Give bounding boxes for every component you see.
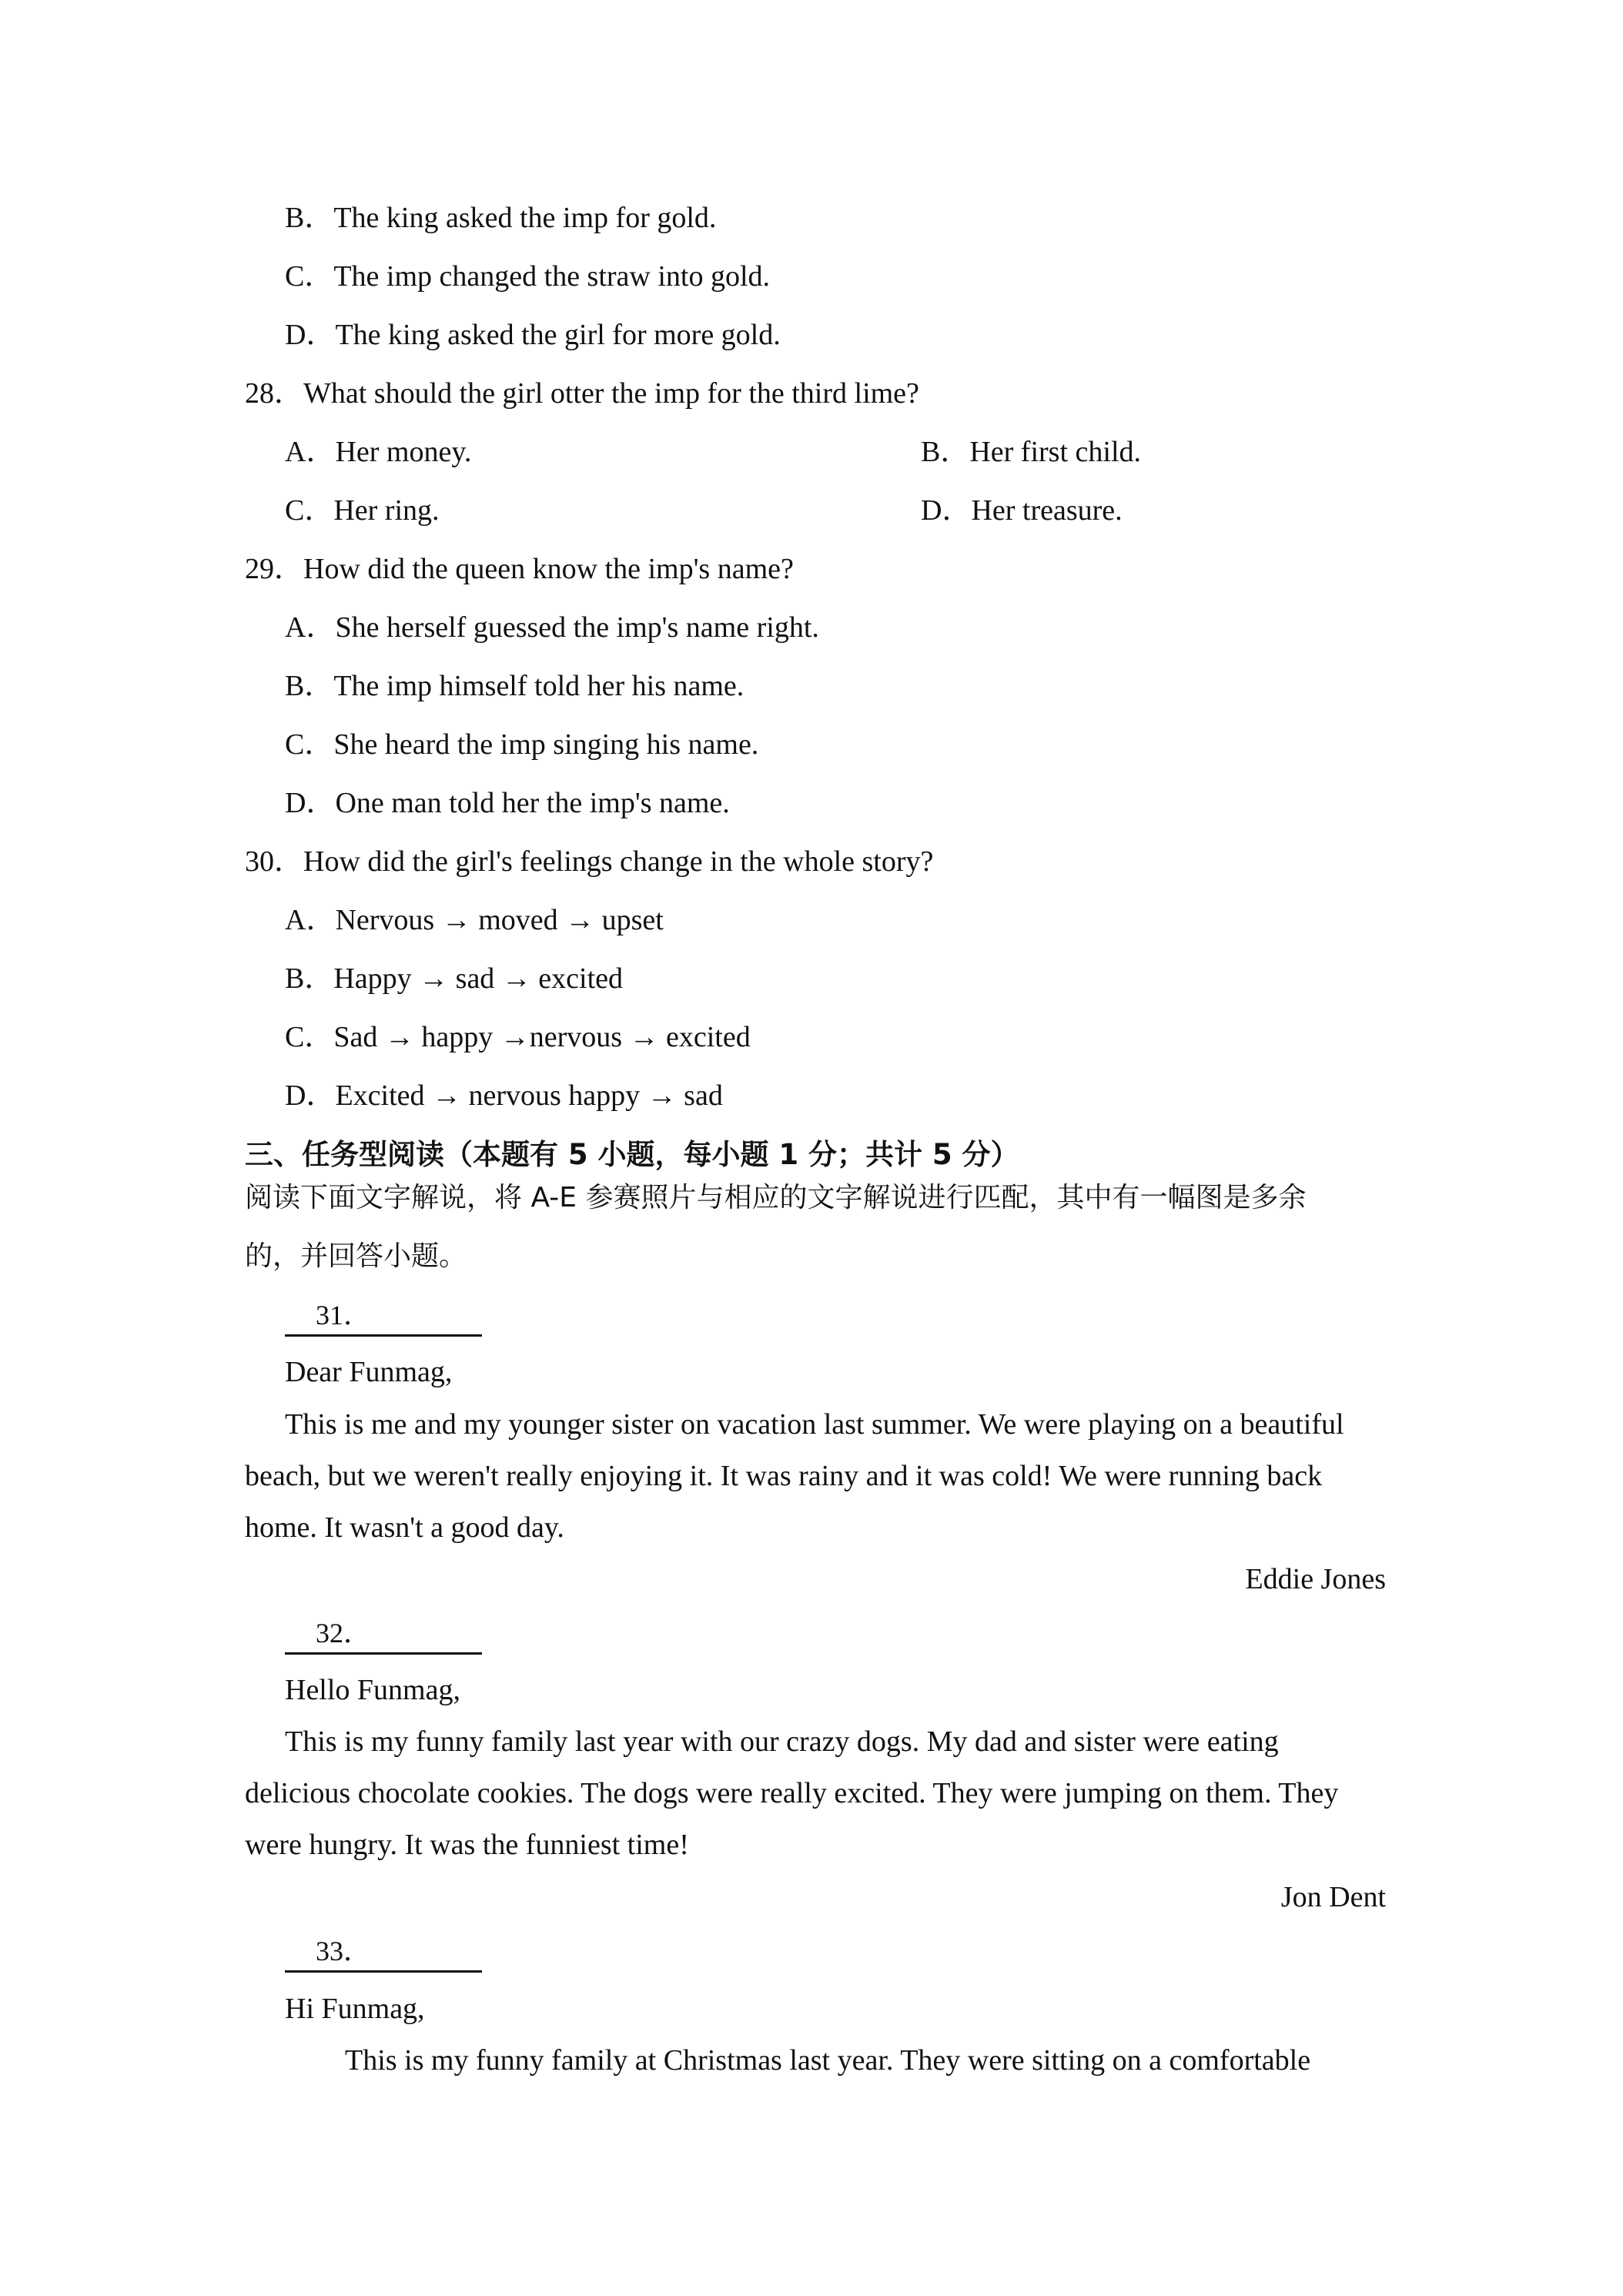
answer-blank-33[interactable]: 33． <box>285 1933 482 1973</box>
letter32-signature: Jon Dent <box>1280 1881 1386 1913</box>
letter32-greeting: Hello Funmag, <box>285 1674 460 1706</box>
q30-option-c: C．Sad → happy →nervous → excited <box>285 1021 751 1053</box>
letter32-line3: were hungry. It was the funniest time! <box>245 1829 689 1861</box>
q30-option-b: B．Happy → sad → excited <box>285 962 624 995</box>
q27-option-c: C．The imp changed the straw into gold. <box>285 260 771 293</box>
q29-stem: 29．How did the queen know the imp's name? <box>245 553 794 585</box>
letter31-line1: This is me and my younger sister on vacation last summer. We were playing on a beautiful <box>285 1408 1344 1441</box>
answer-blank-32[interactable]: 32． <box>285 1615 482 1655</box>
letter31-line2: beach, but we weren't really enjoying it. It was rainy and it was cold! We were running back <box>245 1460 1323 1492</box>
q29-option-d: D．One man told her the imp's name. <box>285 787 730 819</box>
q29-option-c: C．She heard the imp singing his name. <box>285 728 759 761</box>
q28-option-d: D．Her treasure. <box>921 494 1123 527</box>
section-instruction-line1: 阅读下面文字解说，将 A-E 参赛照片与相应的文字解说进行匹配，其中有一幅图是多余 <box>245 1182 1307 1213</box>
section-heading: 三、任务型阅读（本题有 5 小题，每小题 1 分；共计 5 分） <box>245 1138 1019 1171</box>
q29-option-a: A．She herself guessed the imp's name right. <box>285 611 819 644</box>
q29-option-b: B．The imp himself told her his name. <box>285 670 745 702</box>
q27-option-b: B．The king asked the imp for gold. <box>285 202 717 234</box>
answer-blank-31[interactable]: 31． <box>285 1297 482 1337</box>
letter31-signature: Eddie Jones <box>1245 1563 1386 1595</box>
q30-option-a: A．Nervous → moved → upset <box>285 904 664 936</box>
q30-stem: 30．How did the girl's feelings change in the whole story? <box>245 845 934 878</box>
q28-option-a: A．Her money. <box>285 436 472 468</box>
letter32-line2: delicious chocolate cookies. The dogs were really excited. They were jumping on them. They <box>245 1777 1339 1809</box>
section-instruction-line2: 的，并回答小题。 <box>245 1240 467 1272</box>
q28-option-c: C．Her ring. <box>285 494 440 527</box>
letter33-line1: This is my funny family at Christmas last year. They were sitting on a comfortable <box>345 2044 1311 2077</box>
q28-stem: 28．What should the girl otter the imp for the third lime? <box>245 377 919 410</box>
letter32-line1: This is my funny family last year with our crazy dogs. My dad and sister were eating <box>285 1725 1279 1758</box>
letter31-line3: home. It wasn't a good day. <box>245 1511 564 1544</box>
q30-option-d: D．Excited → nervous happy → sad <box>285 1079 723 1112</box>
letter33-greeting: Hi Funmag, <box>285 1993 425 2025</box>
q27-option-d: D．The king asked the girl for more gold. <box>285 319 781 351</box>
letter31-greeting: Dear Funmag, <box>285 1356 453 1388</box>
q28-option-b: B．Her first child. <box>921 436 1142 468</box>
